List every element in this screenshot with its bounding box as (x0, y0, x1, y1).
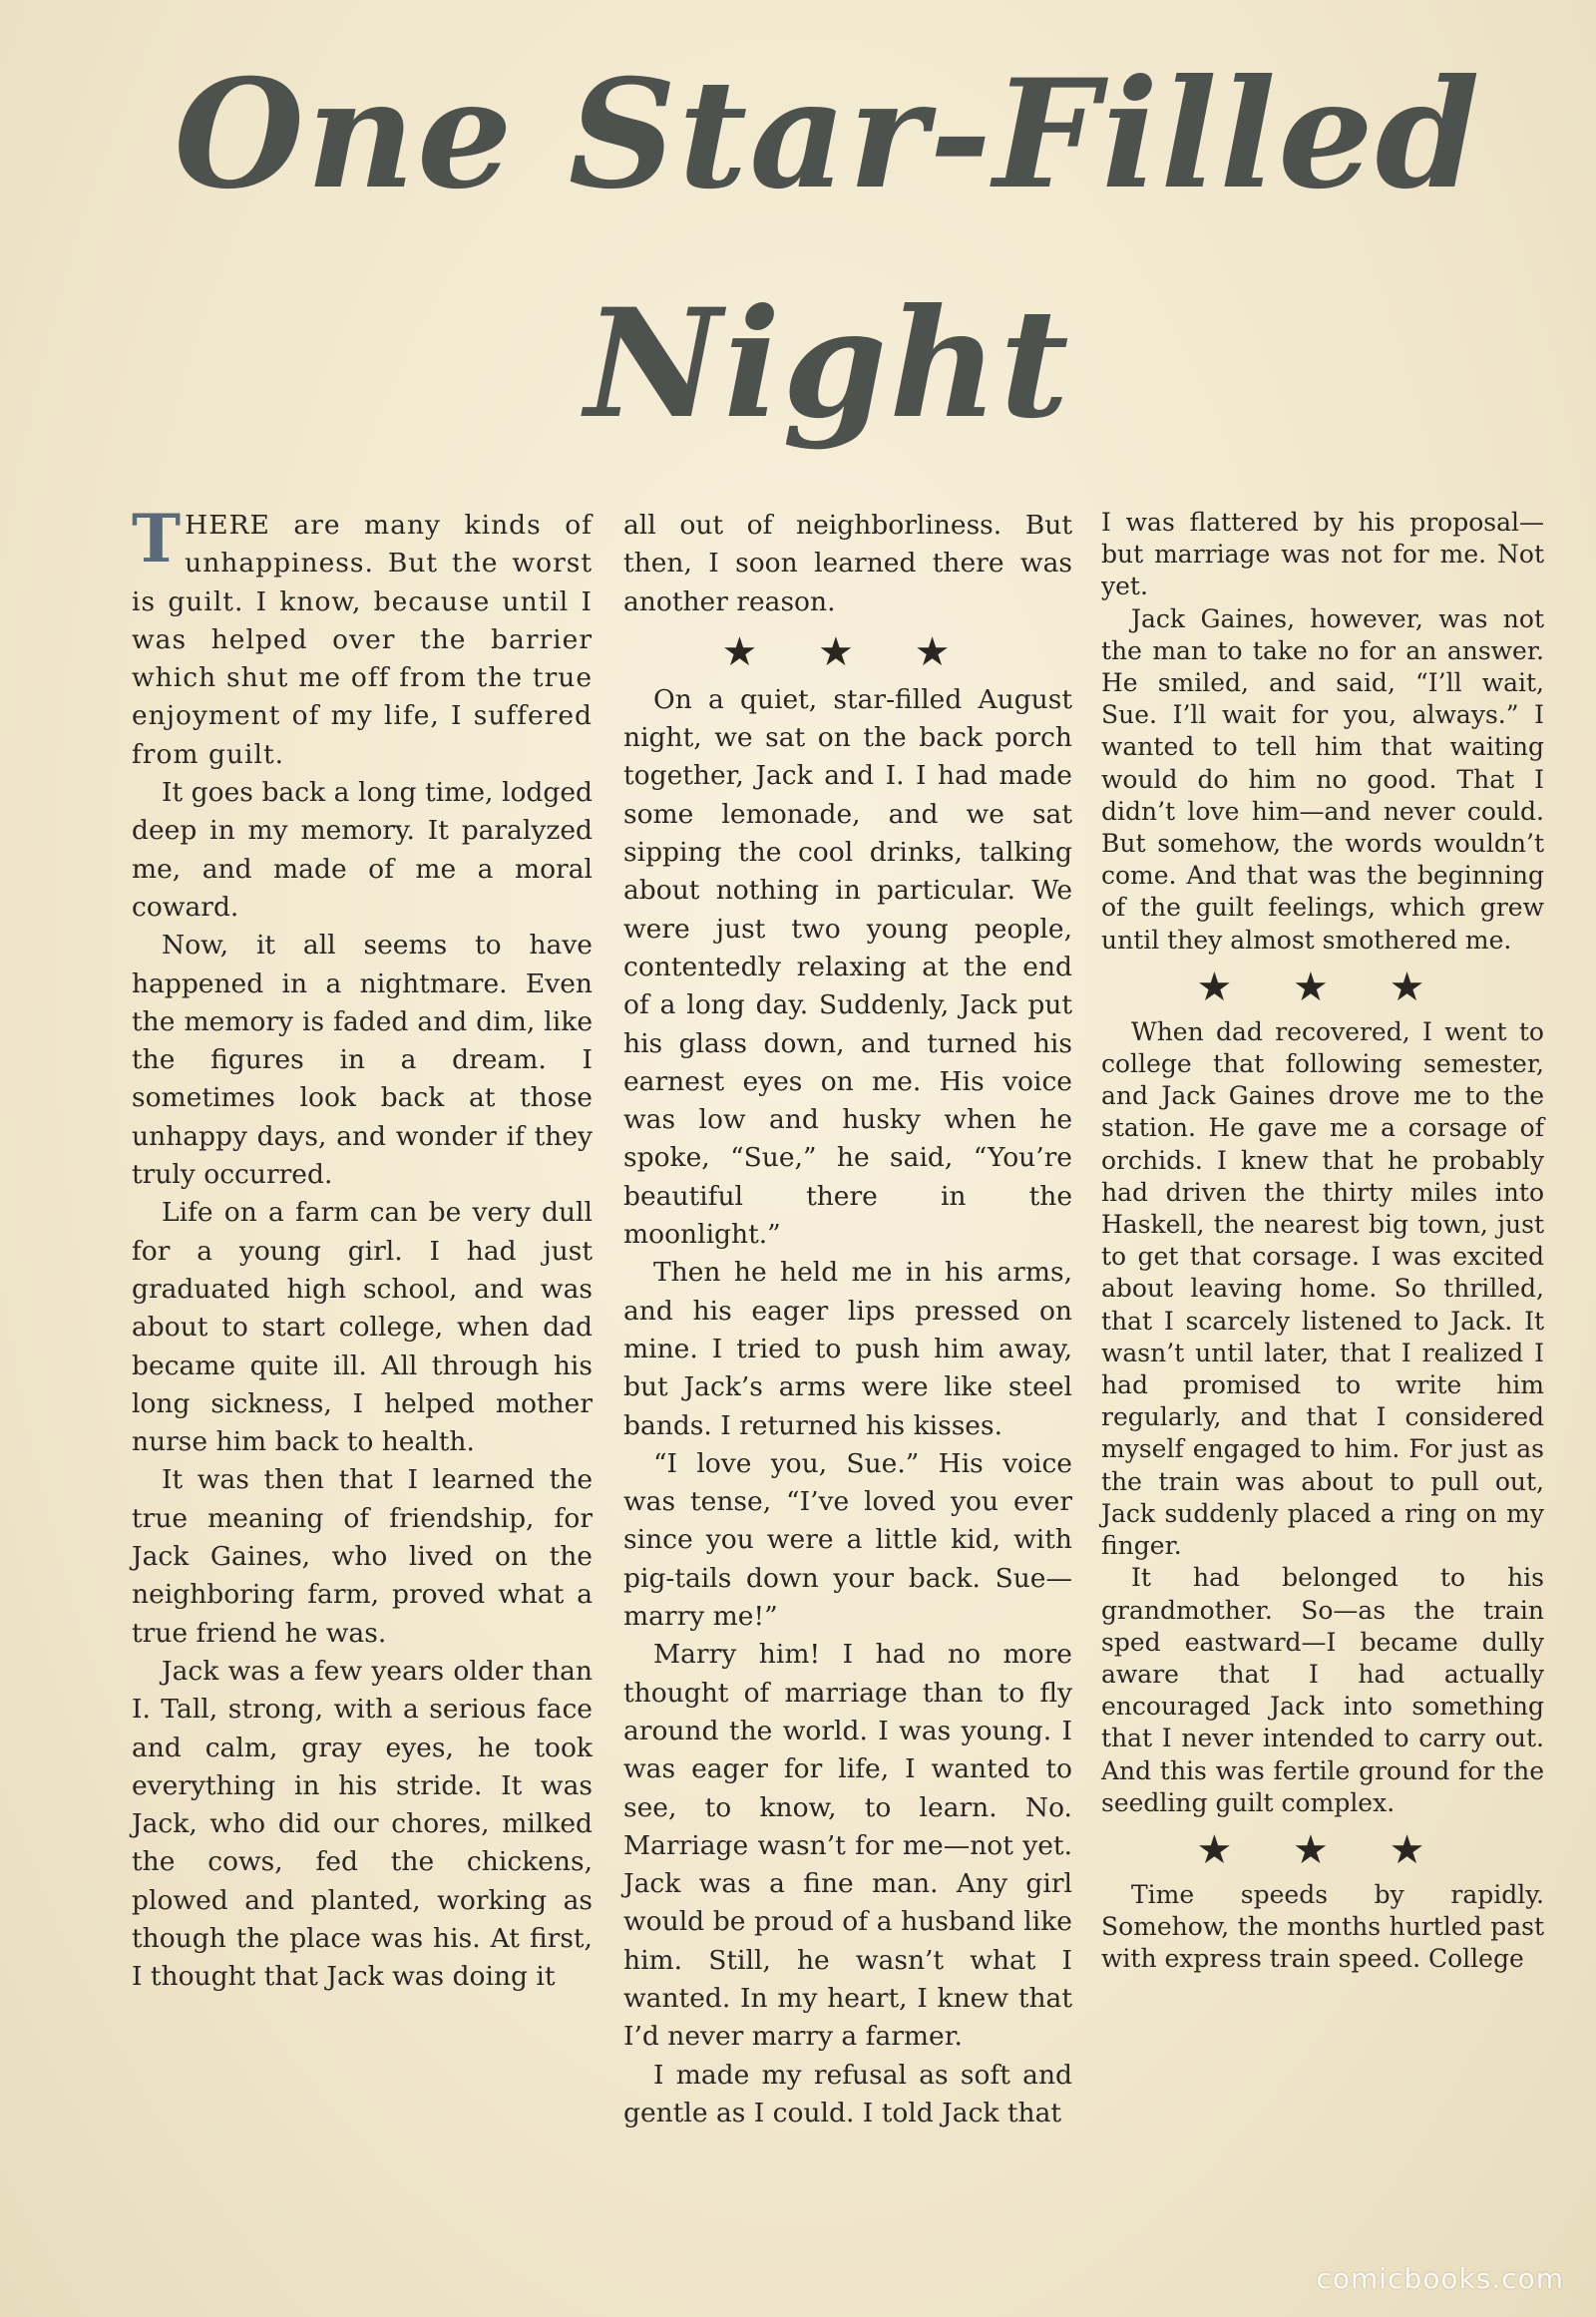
section-break-stars: ★ ★ ★ (1196, 1826, 1449, 1873)
section-break-stars: ★ ★ ★ (721, 628, 975, 675)
opening-paragraph (132, 500, 593, 774)
paragraph: all out of neighborliness. But then, I soon learned there was another reason. (623, 510, 1072, 617)
section-break-stars: ★ ★ ★ (1196, 964, 1449, 1010)
paragraph: “I love you, Sue.” His voice was tense, “I’ve loved you ever since you were a little kid, with pig-tails down your back. Sue—marry me!” (623, 1447, 1072, 1633)
paragraph: On a quiet, star-filled August night, we sat on the back porch together, Jack and I. I had made some lemonade, and we sat sipping the cool drinks, talking about nothing in particular. We were just two young people, contentedly relaxing at the end of a long day. Suddenly, Jack put his glass down, and turned his earnest eyes on me. His voice was low and husky when he spoke, “Sue,” he said, “You’re beautiful there in the moonlight.” (623, 683, 1072, 1251)
paragraph: Now, it all seems to have happened in a nightmare. Even the memory is faded and dim, like the figures in a dream. I sometimes look back at those unhappy days, and wonder if they truly occurred. (132, 930, 593, 1191)
story-title-line-1: One Star-Filled (174, 47, 1482, 222)
paragraph: Time speeds by rapidly. Somehow, the months hurtled past with express train speed. College (1101, 1879, 1544, 1974)
site-watermark: comicbooks.com (1316, 2262, 1564, 2295)
paragraph: It goes back a long time, lodged deep in my memory. It paralyzed me, and made of me a moral coward. (132, 777, 593, 923)
paragraph: I was flattered by his proposal—but marriage was not for me. Not yet. (1101, 508, 1544, 601)
paragraph: When dad recovered, I went to college that following semester, and Jack Gaines drove me to the station. He gave me a corsage of orchids. I knew that he probably had driven the thirty miles into Haskell, the nearest big town, just to get that corsage. I was excited about leaving home. So thrilled, that I scarcely listened to Jack. It wasn’t until later, that I realized I had promised to write him regularly, and that I considered myself engaged to him. For just as the train was about to pull out, Jack suddenly placed a ring on my finger. (1101, 1016, 1544, 1561)
drop-cap: T (132, 500, 182, 578)
paragraph: It was then that I learned the true meaning of friendship, for Jack Gaines, who lived on the neighboring farm, proved what a true friend he was. (132, 1464, 593, 1649)
story-title-line-2: Night (585, 276, 1071, 452)
paragraph: It had belonged to his grandmother. So—as the train sped eastward—I became dully aware that I had actually encouraged Jack into something that I never intended to carry out. And this was fertile ground for the seedling guilt complex. (1101, 1563, 1544, 1817)
paragraph: Jack Gaines, however, was not the man to take no for an answer. He smiled, and said, “I’ll wait, Sue. I’ll wait for you, always.” I wanted to tell him that waiting would do him no good. That I didn’t love him—and never could. But somehow, the words wouldn’t come. And that was the beginning of the guilt feelings, which grew until they almost smothered me. (1101, 603, 1544, 955)
text-column-1 (132, 500, 593, 1997)
text-column-2 (623, 507, 1072, 2132)
paragraph: Then he held me in his arms, and his eager lips pressed on mine. I tried to push him away, but Jack’s arms were like steel bands. I returned his kisses. (623, 1257, 1072, 1441)
paragraph: Marry him! I had no more thought of marriage than to fly around the world. I was young. I was eager for life, I wanted to see, to know, to learn. No. Marriage wasn’t for me—not yet. Jack was a fine man. Any girl would be proud of a husband like him. Still, he wasn’t what I wanted. In my heart, I knew that I’d never marry a farmer. (623, 1639, 1072, 2053)
opening-paragraph-text: HERE are many kinds of unhappiness. But the worst is guilt. I know, because until I was helped over the barrier which shut me off from the true enjoyment of my life, I suffered from guilt. (132, 510, 593, 770)
paragraph: Jack was a few years older than I. Tall, strong, with a serious face and calm, gray eyes, he took everything in his stride. It was Jack, who did our chores, milked the cows, fed the chickens, plowed and planted, working as though the place was his. At first, I thought that Jack was doing it (132, 1655, 593, 1993)
text-column-3 (1101, 507, 1544, 1976)
paragraph: I made my refusal as soft and gentle as I could. I told Jack that (623, 2059, 1072, 2128)
paragraph: Life on a farm can be very dull for a young girl. I had just graduated high school, and was about to start college, when dad became quite ill. All through his long sickness, I helped mother nurse him back to health. (132, 1197, 593, 1458)
